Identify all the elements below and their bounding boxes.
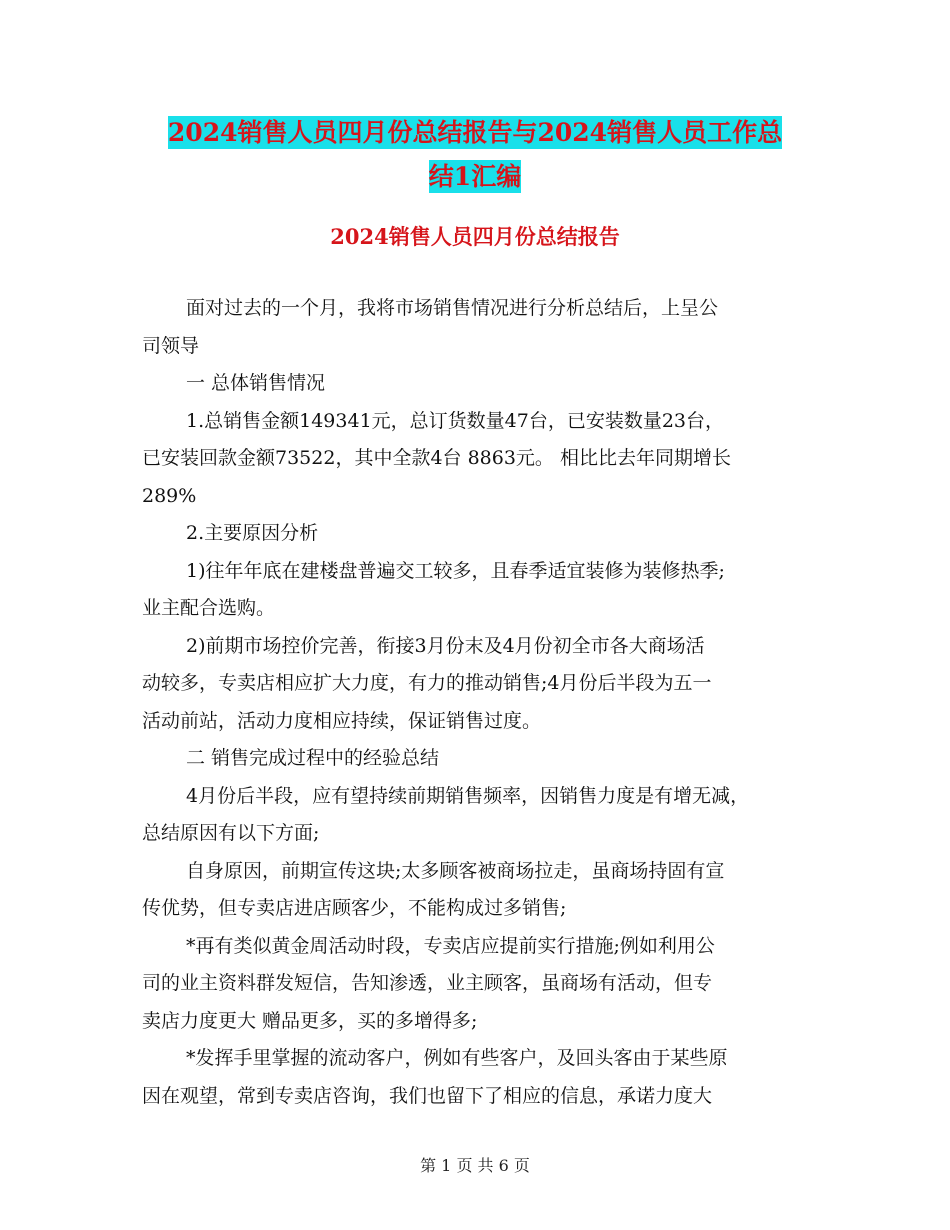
body-line: 面对过去的一个月，我将市场销售情况进行分析总结后，上呈公 — [186, 297, 719, 319]
body-paragraphs — [142, 290, 842, 1115]
body-line: 2.主要原因分析 — [186, 522, 319, 544]
body-line: 动较多，专卖店相应扩大力度，有力的推动销售;4月份后半段为五一 — [142, 672, 712, 694]
body-line: *再有类似黄金周活动时段，专卖店应提前实行措施;例如利用公 — [186, 934, 715, 957]
body-line: 司领导 — [142, 334, 200, 357]
document-title-text-2: 结1汇编 — [428, 162, 522, 191]
body-line: 司的业主资料群发短信，告知渗透，业主顾客，虽商场有活动，但专 — [142, 972, 713, 994]
section-title: 2024销售人员四月份总结报告 — [330, 224, 620, 249]
body-line: *发挥手里掌握的流动客户，例如有些客户，及回头客由于某些原 — [186, 1047, 728, 1069]
body-line: 已安装回款金额73522，其中全款4台 8863元。 相比比去年同期增长 — [142, 447, 731, 469]
page-number-footer: 第 1 页 共 6 页 — [420, 1156, 530, 1175]
body-line: 活动前站，活动力度相应持续，保证销售过度。 — [142, 709, 542, 732]
body-line: 4月份后半段，应有望持续前期销售频率，因销售力度是有增无减， — [186, 784, 750, 807]
document-body — [142, 290, 842, 1115]
body-line: 二 销售完成过程中的经验总结 — [186, 747, 440, 769]
document-title-text-1: 2024销售人员四月份总结报告与2024销售人员工作总 — [167, 118, 783, 147]
document-title-line-2 — [120, 157, 830, 193]
body-line: 业主配合选购。 — [142, 597, 276, 619]
body-line: 因在观望，常到专卖店咨询，我们也留下了相应的信息，承诺力度大 — [142, 1084, 713, 1107]
body-line: 传优势，但专卖店进店顾客少，不能构成过多销售; — [142, 897, 567, 919]
body-line: 2)前期市场控价完善，衔接3月份末及4月份初全市各大商场活 — [186, 634, 705, 657]
document-title-line-1 — [120, 113, 830, 149]
body-line: 一 总体销售情况 — [186, 372, 326, 394]
body-line: 1)往年年底在建楼盘普遍交工较多，且春季适宜装修为装修热季; — [186, 559, 725, 582]
body-line: 自身原因，前期宣传这块;太多顾客被商场拉走，虽商场持固有宣 — [186, 859, 725, 882]
body-line: 总结原因有以下方面; — [142, 822, 320, 844]
body-line: 1.总销售金额149341元，总订货数量47台，已安装数量23台， — [186, 409, 725, 432]
body-line: 卖店力度更大 赠品更多，买的多增得多; — [142, 1009, 478, 1032]
body-line: 289% — [142, 484, 197, 507]
